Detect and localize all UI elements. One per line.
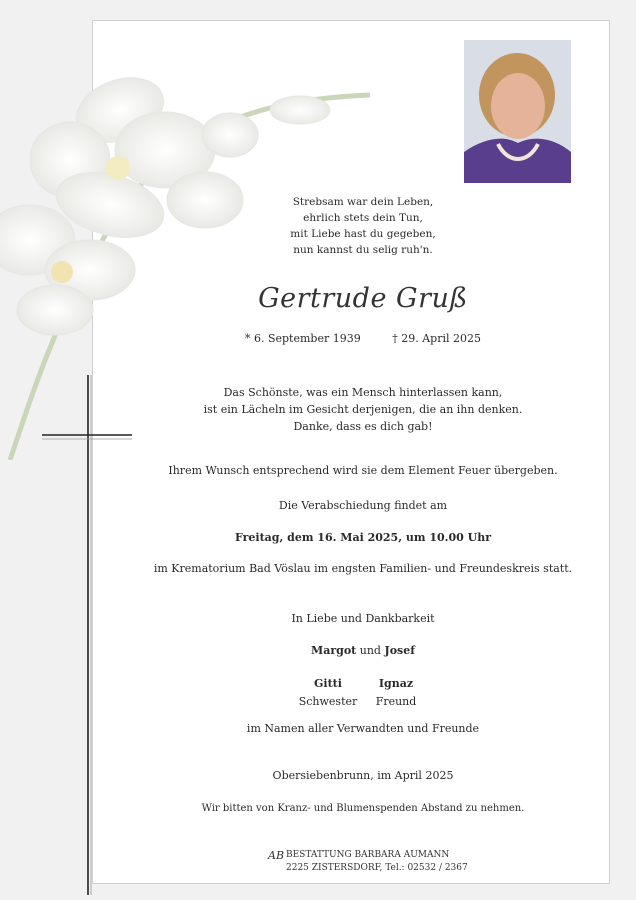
family-member	[370, 677, 422, 708]
member-role: Freund	[375, 695, 417, 708]
portrait-photo	[464, 40, 571, 183]
family-connector: und	[359, 644, 381, 657]
family-name-1: Margot	[311, 644, 357, 657]
deceased-name: Gertrude Gruß	[258, 283, 468, 314]
life-dates	[92, 332, 634, 345]
member-name: Gitti	[314, 677, 342, 690]
member-role: Schwester	[298, 695, 358, 708]
cross-icon	[40, 370, 140, 900]
undertaker-info	[268, 849, 468, 875]
donation-request: Wir bitten von Kranz- und Blumenspenden Abstand zu nehmen.	[201, 803, 525, 814]
verse-line: mit Liebe hast du gegeben,	[290, 228, 436, 240]
quote	[92, 384, 634, 435]
quote-line: ist ein Lächeln im Gesicht derjenigen, die an ihn denken.	[203, 403, 523, 416]
quote-line: Das Schönste, was ein Mensch hinterlassen kann,	[223, 386, 503, 399]
undertaker-logo: AB	[268, 849, 285, 862]
member-name: Ignaz	[378, 677, 414, 690]
undertaker-address: 2225 ZISTERSDORF, Tel.: 02532 / 2367	[286, 863, 468, 873]
verse-line: nun kannst du selig ruh'n.	[293, 244, 433, 256]
death-date: † 29. April 2025	[392, 332, 481, 345]
family-name-2: Josef	[384, 644, 415, 657]
family-names	[92, 644, 634, 657]
farewell-date: Freitag, dem 16. Mai 2025, um 10.00 Uhr	[235, 531, 491, 544]
verse	[92, 194, 634, 258]
place-date: Obersiebenbrunn, im April 2025	[272, 769, 454, 782]
verse-line: Strebsam war dein Leben,	[292, 196, 434, 208]
relatives-line: im Namen aller Verwandten und Freunde	[246, 722, 480, 735]
quote-line: Danke, dass es dich gab!	[293, 420, 433, 433]
wish-text: Ihrem Wunsch entsprechend wird sie dem Element Feuer übergeben.	[168, 464, 558, 477]
birth-date: * 6. September 1939	[244, 332, 361, 345]
verse-line: ehrlich stets dein Tun,	[303, 212, 423, 224]
family-member	[298, 677, 358, 708]
undertaker-name: BESTATTUNG BARBARA AUMANN	[286, 850, 450, 860]
farewell-location: im Krematorium Bad Vöslau im engsten Familien- und Freundeskreis statt.	[153, 562, 573, 575]
family-intro: In Liebe und Dankbarkeit	[291, 612, 435, 625]
farewell-intro: Die Verabschiedung findet am	[278, 499, 448, 512]
